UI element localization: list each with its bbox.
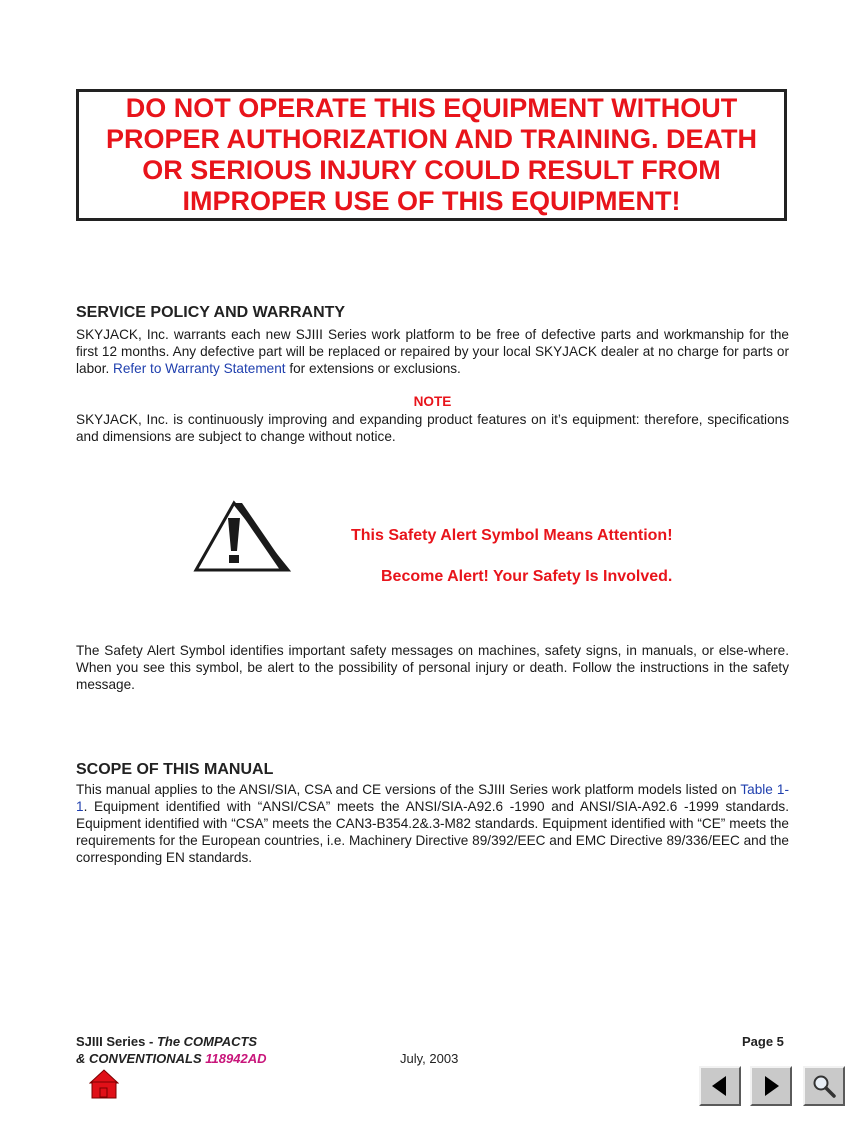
service-policy-body: SKYJACK, Inc. warrants each new SJIII Series work platform to be free of defective parts and workmanship for the first 12 months. Any defective part will be replaced or repaired by your local SKYJACK dealer at no charge for parts or labor. Refer to Warranty Statement for extensions or exclusions. — [76, 327, 789, 376]
magnifier-icon — [811, 1073, 837, 1099]
warranty-statement-link[interactable]: Refer to Warranty Statement — [113, 361, 286, 376]
search-button[interactable] — [803, 1066, 845, 1106]
safety-alert-icon — [188, 498, 292, 580]
previous-page-button[interactable] — [699, 1066, 741, 1106]
table-1-1-link[interactable]: Table 1-1 — [76, 782, 789, 814]
scope-title: SCOPE OF THIS MANUAL — [76, 761, 274, 778]
service-policy-title: SERVICE POLICY AND WARRANTY — [76, 304, 346, 321]
warning-text: DO NOT OPERATE THIS EQUIPMENT WITHOUT PROPER AUTHORIZATION AND TRAINING. DEATH OR SERIOUS INJURY COULD RESULT FROM IMPROPER USE OF THIS EQUIPMENT! — [106, 93, 757, 216]
footer-date: July, 2003 — [400, 1051, 459, 1066]
previous-arrow-icon — [708, 1074, 732, 1098]
warning-box — [76, 89, 787, 221]
next-page-button[interactable] — [750, 1066, 792, 1106]
footer-doc-line: & CONVENTIONALS 118942AD — [76, 1051, 267, 1066]
next-arrow-icon — [759, 1074, 783, 1098]
note-label: NOTE — [413, 394, 452, 409]
footer-series: SJIII Series - The COMPACTS — [76, 1034, 258, 1049]
scope-body: This manual applies to the ANSI/SIA, CSA and CE versions of the SJIII Series work platform models listed on Table 1-1. Equipment identified with “ANSI/CSA” meets the ANSI/SIA-A92.6 -1990 and ANSI/SIA-A92.6 -1999 standards. Equipment identified with “CSA” meets the CAN3-B354.2&.3-M82 standards. Equipment identified with “CE” meets the requirements for the European countries, i.e. Machinery Directive 89/392/EEC and EMC Directive 89/336/EEC and the corresponding EN standards. — [76, 782, 789, 865]
alert-line-attention: This Safety Alert Symbol Means Attention! — [351, 527, 673, 544]
page-number: Page 5 — [742, 1034, 784, 1049]
note-body: SKYJACK, Inc. is continuously improving and expanding product features on it’s equipment: therefore, specifications and dimensions are subject to change without notice. — [76, 412, 789, 444]
alert-line-safety: Become Alert! Your Safety Is Involved. — [381, 568, 673, 585]
doc-number: 118942AD — [205, 1051, 267, 1066]
home-icon[interactable] — [89, 1069, 119, 1099]
safety-alert-description: The Safety Alert Symbol identifies important safety messages on machines, safety signs, in manuals, or else-where. When you see this symbol, be alert to the possibility of personal injury or death. Follow the instructions in the safety message. — [76, 643, 789, 692]
